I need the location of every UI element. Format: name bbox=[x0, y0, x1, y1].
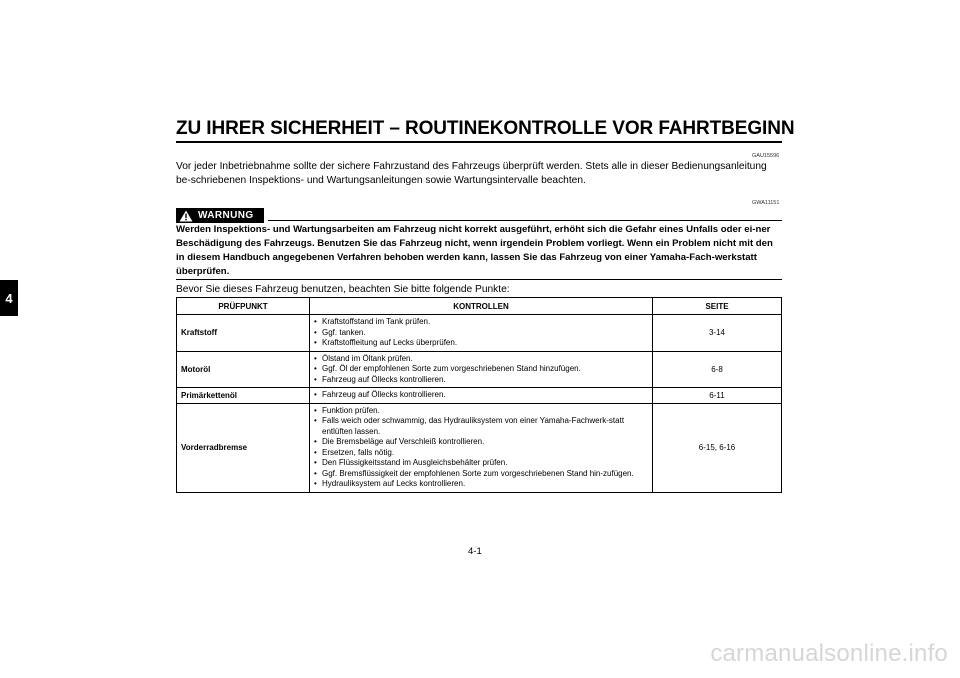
intro-paragraph: Vor jeder Inbetriebnahme sollte der sichere Fahrzustand des Fahrzeugs überprüft werden. Stets alle in dieser Bedienungsanleitung be-schriebenen Inspektions- und Wartungsanleitungen sowie Wartungsintervalle beachten. bbox=[176, 161, 767, 186]
list-item: • Fahrzeug auf Öllecks kontrollieren. bbox=[314, 375, 648, 386]
list-item: • Hydrauliksystem auf Lecks kontrollieren. bbox=[314, 479, 648, 490]
warning-rule bbox=[268, 220, 782, 221]
watermark: carmanualsonline.info bbox=[710, 640, 948, 667]
row-item: Motoröl bbox=[177, 351, 310, 388]
list-item: • Den Flüssigkeitsstand im Ausgleichsbehälter prüfen. bbox=[314, 458, 648, 469]
list-item: • Fahrzeug auf Öllecks kontrollieren. bbox=[314, 390, 648, 401]
row-checks bbox=[310, 403, 653, 492]
row-item: Vorderradbremse bbox=[177, 403, 310, 492]
list-item: • Ggf. Öl der empfohlenen Sorte zum vorgeschriebenen Stand hinzufügen. bbox=[314, 364, 648, 375]
warning-text: Werden Inspektions- und Wartungsarbeiten am Fahrzeug nicht korrekt ausgeführt, erhöht sich die Gefahr eines Unfalls oder ei-ner Beschädigung des Fahrzeugs. Benutzen Sie das Fahrzeug nicht, wenn irgendein Problem vorliegt. Wenn ein Problem nicht mit den in diesem Handbuch angegebenen Verfahren behoben werden kann, lassen Sie das Fahrzeug von einer Yamaha-Fach-werkstatt überprüfen. bbox=[176, 224, 773, 277]
intro-code: GAU15596 bbox=[752, 153, 780, 159]
list-item: • Kraftstoffleitung auf Lecks überprüfen. bbox=[314, 338, 648, 349]
list-item: • Ggf. Bremsflüssigkeit der empfohlenen Sorte zum vorgeschriebenen Stand hin-zufügen. bbox=[314, 469, 648, 480]
row-page: 6-11 bbox=[653, 388, 782, 404]
list-item: • Ölstand im Öltank prüfen. bbox=[314, 354, 648, 365]
row-item: Primärkettenöl bbox=[177, 388, 310, 404]
row-page: 6-15, 6-16 bbox=[653, 403, 782, 492]
row-page: 3-14 bbox=[653, 315, 782, 352]
header-page: SEITE bbox=[653, 298, 782, 315]
warning-bottom-rule bbox=[176, 279, 782, 280]
table-intro: Bevor Sie dieses Fahrzeug benutzen, beachten Sie bitte folgende Punkte: bbox=[176, 284, 510, 295]
table-row bbox=[177, 351, 782, 388]
warning-code: GWA11151 bbox=[752, 200, 780, 206]
list-item: • Ersetzen, falls nötig. bbox=[314, 448, 648, 459]
list-item: • Kraftstoffstand im Tank prüfen. bbox=[314, 317, 648, 328]
chapter-tab-label: 4 bbox=[5, 290, 13, 306]
table-row bbox=[177, 315, 782, 352]
title-rule bbox=[176, 141, 782, 143]
check-table bbox=[176, 297, 782, 493]
row-checks bbox=[310, 388, 653, 404]
list-item: • Falls weich oder schwammig, das Hydrauliksystem von einer Yamaha-Fachwerk-statt entlüften lassen. bbox=[314, 416, 648, 437]
row-page: 6-8 bbox=[653, 351, 782, 388]
list-item: • Die Bremsbeläge auf Verschleiß kontrollieren. bbox=[314, 437, 648, 448]
header-checks: KONTROLLEN bbox=[310, 298, 653, 315]
list-item: • Ggf. tanken. bbox=[314, 328, 648, 339]
row-checks bbox=[310, 351, 653, 388]
warning-badge bbox=[176, 208, 264, 223]
page-title: ZU IHRER SICHERHEIT – ROUTINEKONTROLLE VOR FAHRTBEGINN bbox=[176, 118, 795, 139]
header-item: PRÜFPUNKT bbox=[177, 298, 310, 315]
page-number: 4-1 bbox=[468, 546, 482, 557]
warning-triangle-icon bbox=[178, 210, 194, 222]
table-row bbox=[177, 403, 782, 492]
row-checks bbox=[310, 315, 653, 352]
chapter-tab bbox=[0, 280, 18, 316]
row-item: Kraftstoff bbox=[177, 315, 310, 352]
table-row bbox=[177, 388, 782, 404]
list-item: • Funktion prüfen. bbox=[314, 406, 648, 417]
warning-label: WARNUNG bbox=[198, 210, 254, 221]
table-header-row bbox=[177, 298, 782, 315]
